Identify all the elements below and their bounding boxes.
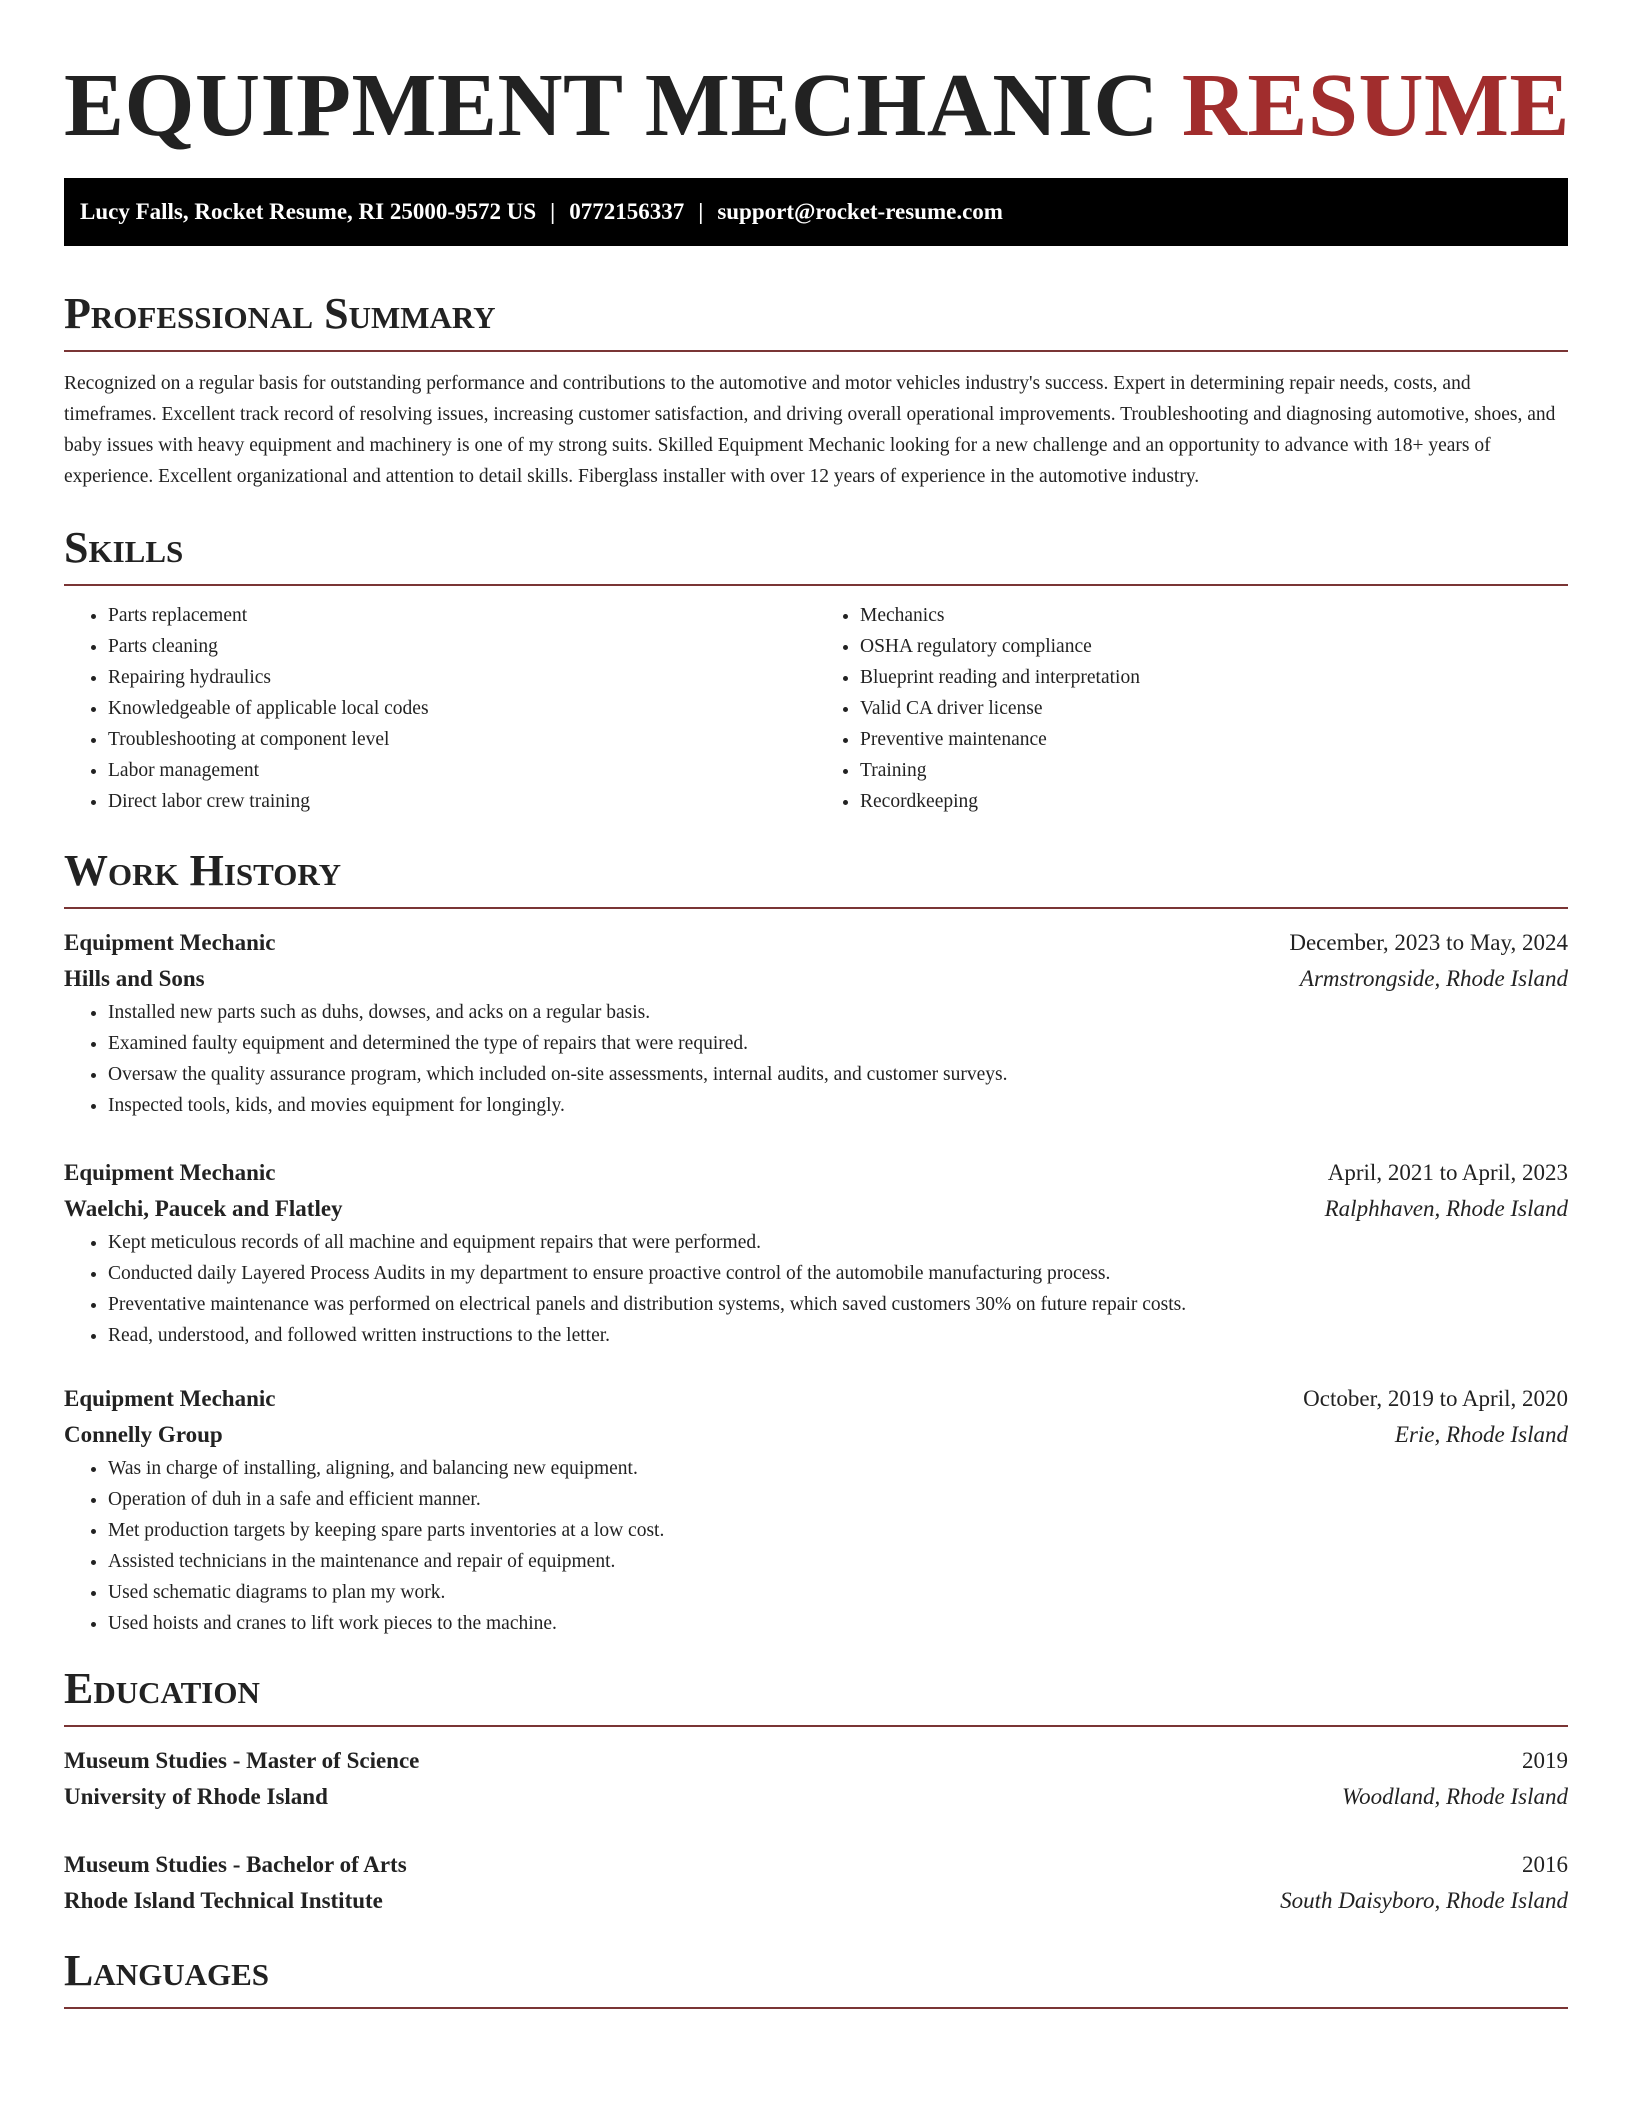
title-main: EQUIPMENT MECHANIC bbox=[64, 56, 1159, 155]
skills-columns bbox=[64, 600, 1568, 817]
job-header-row bbox=[64, 1155, 1568, 1191]
education-year: 2019 bbox=[1522, 1748, 1568, 1773]
education-school: University of Rhode Island bbox=[64, 1784, 328, 1809]
job-company: Waelchi, Paucek and Flatley bbox=[64, 1196, 343, 1221]
job-company-row bbox=[64, 1417, 1568, 1453]
job-title: Equipment Mechanic bbox=[64, 1160, 276, 1185]
education-entry bbox=[64, 1743, 1568, 1815]
job-dates: April, 2021 to April, 2023 bbox=[1327, 1160, 1568, 1185]
education-school-row bbox=[64, 1883, 1568, 1919]
title-accent: RESUME bbox=[1181, 56, 1570, 155]
education-degree: Museum Studies - Bachelor of Arts bbox=[64, 1852, 407, 1877]
job-bullets bbox=[64, 1453, 1568, 1639]
job-company: Connelly Group bbox=[64, 1422, 223, 1447]
skills-column-left bbox=[64, 600, 816, 817]
education-location: Woodland, Rhode Island bbox=[1342, 1784, 1568, 1809]
resume-content bbox=[64, 0, 1568, 2009]
education-heading: Education bbox=[64, 1663, 1568, 1727]
job-header-row bbox=[64, 925, 1568, 961]
work-section bbox=[64, 845, 1568, 1639]
job-bullet: • Kept meticulous records of all machine and equipment repairs that were performed. bbox=[108, 1227, 1568, 1258]
job-bullet: • Installed new parts such as duhs, dowses, and acks on a regular basis. bbox=[108, 997, 1568, 1028]
skills-list-right bbox=[816, 600, 1568, 817]
resume-title bbox=[64, 56, 1568, 156]
job-location: Erie, Rhode Island bbox=[1394, 1422, 1568, 1447]
skill-item: • Preventive maintenance bbox=[860, 724, 1568, 755]
skill-item: • Knowledgeable of applicable local codes bbox=[108, 693, 816, 724]
job-dates: October, 2019 to April, 2020 bbox=[1303, 1386, 1568, 1411]
summary-text: Recognized on a regular basis for outstanding performance and contributions to the automotive and motor vehicles industry's success. Expert in determining repair needs, costs, and timeframes. Excellent track record of resolving issues, increasing customer satisfaction, and driving overall operational improvements. Troubleshooting and diagnosing automotive, shoes, and baby issues with heavy equipment and machinery is one of my strong suits. Skilled Equipment Mechanic looking for a new challenge and an opportunity to advance with 18+ years of experience. Excellent organizational and attention to detail skills. Fiberglass installer with over 12 years of experience in the automotive industry. bbox=[64, 373, 1556, 487]
job-bullet: • Inspected tools, kids, and movies equipment for longingly. bbox=[108, 1090, 1568, 1121]
skill-item: • Parts cleaning bbox=[108, 631, 816, 662]
contact-separator: | bbox=[698, 199, 704, 224]
skill-item: • Repairing hydraulics bbox=[108, 662, 816, 693]
education-school-row bbox=[64, 1779, 1568, 1815]
education-degree-row bbox=[64, 1847, 1568, 1883]
skill-item: • Troubleshooting at component level bbox=[108, 724, 816, 755]
job-bullet: • Operation of duh in a safe and efficient manner. bbox=[108, 1484, 1568, 1515]
education-section bbox=[64, 1663, 1568, 1919]
languages-section bbox=[64, 1945, 1568, 2009]
skills-column-right bbox=[816, 600, 1568, 817]
job-bullet: • Used schematic diagrams to plan my work. bbox=[108, 1577, 1568, 1608]
job-entry bbox=[64, 1155, 1568, 1351]
languages-heading: Languages bbox=[64, 1945, 1568, 2009]
job-bullet: • Met production targets by keeping spare parts inventories at a low cost. bbox=[108, 1515, 1568, 1546]
skill-item: • Valid CA driver license bbox=[860, 693, 1568, 724]
job-entry bbox=[64, 925, 1568, 1121]
job-company-row bbox=[64, 1191, 1568, 1227]
education-degree-row bbox=[64, 1743, 1568, 1779]
job-bullet: • Assisted technicians in the maintenance and repair of equipment. bbox=[108, 1546, 1568, 1577]
job-bullets bbox=[64, 997, 1568, 1121]
education-location: South Daisyboro, Rhode Island bbox=[1280, 1888, 1568, 1913]
job-dates: December, 2023 to May, 2024 bbox=[1289, 930, 1568, 955]
education-school: Rhode Island Technical Institute bbox=[64, 1888, 383, 1913]
contact-address: Lucy Falls, Rocket Resume, RI 25000-9572 US bbox=[80, 199, 537, 224]
job-company: Hills and Sons bbox=[64, 966, 205, 991]
skill-item: • OSHA regulatory compliance bbox=[860, 631, 1568, 662]
job-bullets bbox=[64, 1227, 1568, 1351]
job-bullet: • Oversaw the quality assurance program, which included on-site assessments, internal audits, and customer surveys. bbox=[108, 1059, 1568, 1090]
job-bullet: • Used hoists and cranes to lift work pieces to the machine. bbox=[108, 1608, 1568, 1639]
summary-heading: Professional Summary bbox=[64, 288, 1568, 352]
education-year: 2016 bbox=[1522, 1852, 1568, 1877]
skills-heading: Skills bbox=[64, 522, 1568, 586]
contact-bar bbox=[64, 178, 1568, 246]
skills-section bbox=[64, 522, 1568, 817]
work-heading: Work History bbox=[64, 845, 1568, 909]
skill-item: • Blueprint reading and interpretation bbox=[860, 662, 1568, 693]
skill-item: • Recordkeeping bbox=[860, 786, 1568, 817]
job-bullet: • Was in charge of installing, aligning, and balancing new equipment. bbox=[108, 1453, 1568, 1484]
contact-phone: 0772156337 bbox=[569, 199, 685, 224]
skill-item: • Parts replacement bbox=[108, 600, 816, 631]
skills-list-left bbox=[64, 600, 816, 817]
job-title: Equipment Mechanic bbox=[64, 930, 276, 955]
job-entry bbox=[64, 1381, 1568, 1639]
education-entry bbox=[64, 1847, 1568, 1919]
job-location: Ralphhaven, Rhode Island bbox=[1324, 1196, 1568, 1221]
contact-email: support@rocket-resume.com bbox=[717, 199, 1003, 224]
skill-item: • Training bbox=[860, 755, 1568, 786]
job-bullet: • Examined faulty equipment and determined the type of repairs that were required. bbox=[108, 1028, 1568, 1059]
job-location: Armstrongside, Rhode Island bbox=[1299, 966, 1568, 991]
job-bullet: • Read, understood, and followed written instructions to the letter. bbox=[108, 1320, 1568, 1351]
summary-section bbox=[64, 288, 1568, 492]
job-bullet: • Conducted daily Layered Process Audits in my department to ensure proactive control of the automobile manufacturing process. bbox=[108, 1258, 1568, 1289]
education-degree: Museum Studies - Master of Science bbox=[64, 1748, 420, 1773]
job-title: Equipment Mechanic bbox=[64, 1386, 276, 1411]
job-header-row bbox=[64, 1381, 1568, 1417]
skill-item: • Labor management bbox=[108, 755, 816, 786]
skill-item: • Direct labor crew training bbox=[108, 786, 816, 817]
skill-item: • Mechanics bbox=[860, 600, 1568, 631]
job-bullet: • Preventative maintenance was performed on electrical panels and distribution systems, which saved customers 30% on future repair costs. bbox=[108, 1289, 1568, 1320]
contact-separator: | bbox=[550, 199, 556, 224]
job-company-row bbox=[64, 961, 1568, 997]
